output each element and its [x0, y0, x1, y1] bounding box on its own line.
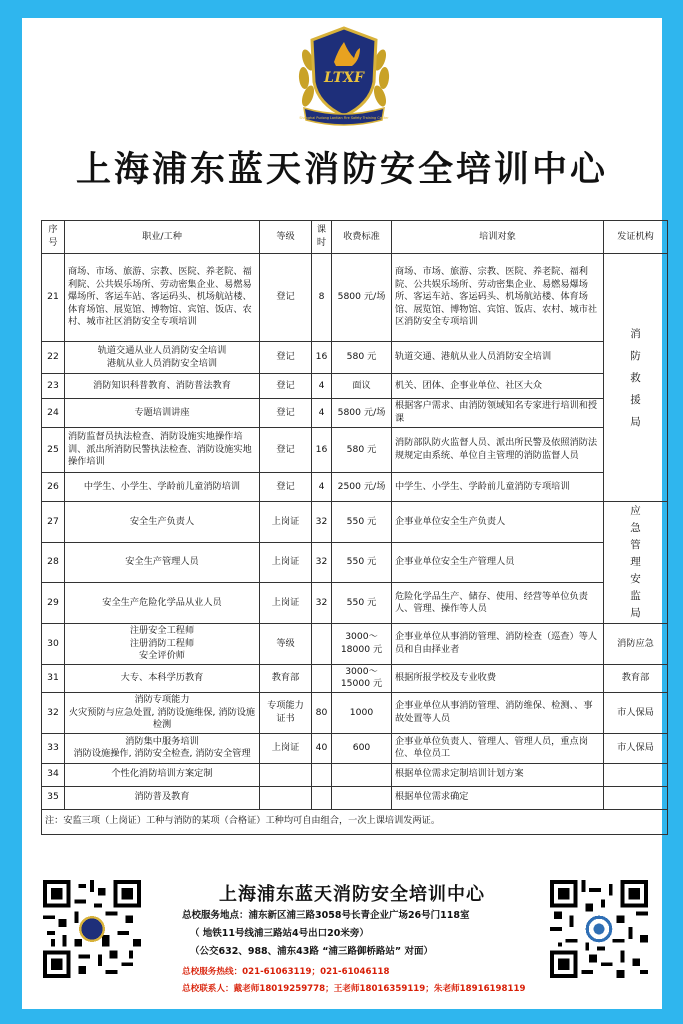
- issuer-empty: [604, 786, 668, 809]
- table-row: [42, 624, 668, 665]
- row-no: 33: [42, 733, 65, 763]
- row-fee: 面议: [332, 374, 392, 399]
- header-level: 等级: [260, 221, 312, 254]
- table-row: [42, 763, 668, 786]
- row-target: 根据所报学校及专业收费: [392, 664, 604, 692]
- row-hours: [312, 786, 332, 809]
- row-level: 上岗证: [260, 733, 312, 763]
- row-hours: 40: [312, 733, 332, 763]
- table-row: [42, 583, 668, 624]
- row-no: 32: [42, 692, 65, 733]
- header-hours: 课时: [312, 221, 332, 254]
- row-job: 个性化消防培训方案定制: [65, 763, 260, 786]
- row-level: 上岗证: [260, 542, 312, 583]
- issuer-education: 教育部: [604, 664, 668, 692]
- row-hours: 4: [312, 473, 332, 502]
- row-job: 商场、市场、旅游、宗教、医院、养老院、福利院、公共娱乐场所、劳动密集企业、易燃易爆场所、客运车站、客运码头、机场航站楼、体育场馆、展览馆、博物馆、宾馆、饭店、农村、城市社区消防安全专项培训: [65, 254, 260, 342]
- row-hours: [312, 763, 332, 786]
- row-no: 30: [42, 624, 65, 665]
- row-job: 消防普及教育: [65, 786, 260, 809]
- qr-code-left[interactable]: [43, 880, 141, 978]
- row-target: 危险化学品生产、储存、使用、经营等单位负责人、管理、操作等人员: [392, 583, 604, 624]
- row-hours: 32: [312, 502, 332, 543]
- ltxf-logo: [290, 20, 398, 132]
- row-level: 教育部: [260, 664, 312, 692]
- table-row: [42, 733, 668, 763]
- header-fee: 收费标准: [332, 221, 392, 254]
- row-fee: 1000: [332, 692, 392, 733]
- course-table: [41, 220, 668, 835]
- row-job: 消防监督员执法检查、消防设施实地操作培训、派出所消防民警执法检查、消防设施实地操作培训: [65, 428, 260, 473]
- footer-hotline: 总校服务热线：021-61063119；021-61046118: [182, 967, 390, 977]
- table-row: [42, 664, 668, 692]
- row-hours: 32: [312, 542, 332, 583]
- row-target: 根据客户需求、由消防领域知名专家进行培训和授课: [392, 399, 604, 428]
- row-no: 28: [42, 542, 65, 583]
- row-hours: 16: [312, 428, 332, 473]
- row-hours: 4: [312, 374, 332, 399]
- row-job: 消防知识科普教育、消防普法教育: [65, 374, 260, 399]
- issuer-fire: [604, 254, 668, 502]
- row-no: 27: [42, 502, 65, 543]
- row-target: 企事业单位从事消防管理、消防维保、检测、、事故处置等人员: [392, 692, 604, 733]
- row-fee: [332, 763, 392, 786]
- logo-text: LTXF: [324, 70, 364, 86]
- row-level: 专项能力证书: [260, 692, 312, 733]
- row-level: 登记: [260, 428, 312, 473]
- row-fee: 550 元: [332, 542, 392, 583]
- header-issuer: 发证机构: [604, 221, 668, 254]
- issuer-fire-label: 消防救援局: [630, 327, 641, 428]
- row-no: 21: [42, 254, 65, 342]
- row-target: 根据单位需求确定: [392, 786, 604, 809]
- row-target: 根据单位需求定制培训计划方案: [392, 763, 604, 786]
- header-no: 序号: [42, 221, 65, 254]
- row-level: 登记: [260, 374, 312, 399]
- row-fee: 600: [332, 733, 392, 763]
- footer-bus: （公交632、988、浦东43路 “浦三路御桥路站” 对面）: [190, 946, 433, 957]
- issuer-empty: [604, 763, 668, 786]
- row-fee: 5800 元/场: [332, 399, 392, 428]
- row-level: 上岗证: [260, 502, 312, 543]
- row-fee: 580 元: [332, 342, 392, 374]
- row-job: 消防专项能力 火灾预防与应急处置, 消防设施维保, 消防设施检测: [65, 692, 260, 733]
- table-row: [42, 692, 668, 733]
- row-job: 安全生产负责人: [65, 502, 260, 543]
- row-level: 登记: [260, 254, 312, 342]
- issuer-fire-emergency: 消防应急: [604, 624, 668, 665]
- row-fee: 550 元: [332, 502, 392, 543]
- row-job: 安全生产危险化学品从业人员: [65, 583, 260, 624]
- row-fee: [332, 786, 392, 809]
- row-fee: 580 元: [332, 428, 392, 473]
- row-level: 登记: [260, 399, 312, 428]
- row-hours: 80: [312, 692, 332, 733]
- issuer-emergency: [604, 502, 668, 624]
- row-target: 机关、团体、企事业单位、社区大众: [392, 374, 604, 399]
- table-row: [42, 428, 668, 473]
- row-no: 25: [42, 428, 65, 473]
- qr-code-right[interactable]: [550, 880, 648, 978]
- page-title: 上海浦东蓝天消防安全培训中心: [75, 149, 608, 190]
- table-row: [42, 542, 668, 583]
- row-target: 企事业单位安全生产管理人员: [392, 542, 604, 583]
- row-hours: 8: [312, 254, 332, 342]
- row-job: 专题培训讲座: [65, 399, 260, 428]
- row-no: 26: [42, 473, 65, 502]
- header-target: 培训对象: [392, 221, 604, 254]
- row-no: 23: [42, 374, 65, 399]
- footer-title: 上海浦东蓝天消防安全培训中心: [219, 884, 485, 905]
- row-fee: 2500 元/场: [332, 473, 392, 502]
- row-job: 轨道交通从业人员消防安全培训 港航从业人员消防安全培训: [65, 342, 260, 374]
- row-no: 34: [42, 763, 65, 786]
- poster: [22, 18, 662, 1009]
- row-no: 35: [42, 786, 65, 809]
- row-fee: 550 元: [332, 583, 392, 624]
- table-row: [42, 399, 668, 428]
- table-row: [42, 502, 668, 543]
- row-hours: 32: [312, 583, 332, 624]
- issuer-hr-1: 市人保局: [604, 692, 668, 733]
- header-job: 职业/工种: [65, 221, 260, 254]
- row-job: 安全生产管理人员: [65, 542, 260, 583]
- issuer-hr-2: 市人保局: [604, 733, 668, 763]
- table-header-row: [42, 221, 668, 254]
- row-fee: 5800 元/场: [332, 254, 392, 342]
- row-level: 等级: [260, 624, 312, 665]
- row-fee: 3000～ 15000 元: [332, 664, 392, 692]
- row-target: 商场、市场、旅游、宗教、医院、养老院、福利院、公共娱乐场所、劳动密集企业、易燃易爆场所、客运车站、客运码头、机场航站楼、体育场馆、展览馆、博物馆、宾馆、饭店、农村、城市社区消防安全专项培训: [392, 254, 604, 342]
- footer-contacts: 总校联系人：戴老师18019259778；王老师18016359119；朱老师18916198119: [182, 984, 526, 994]
- table-note: 注：安监三项（上岗证）工种与消防的某项（合格证）工种均可自由组合，一次上课培训发两证。: [42, 809, 668, 834]
- row-level: 登记: [260, 342, 312, 374]
- row-hours: [312, 664, 332, 692]
- note-row: [42, 809, 668, 834]
- row-no: 24: [42, 399, 65, 428]
- row-no: 29: [42, 583, 65, 624]
- row-hours: 4: [312, 399, 332, 428]
- table-row: [42, 342, 668, 374]
- row-fee: 3000～ 18000 元: [332, 624, 392, 665]
- row-target: 企事业单位安全生产负责人: [392, 502, 604, 543]
- row-level: [260, 763, 312, 786]
- footer-address: 总校服务地点：浦东新区浦三路3058号长青企业广场26号门118室: [182, 910, 470, 921]
- row-hours: [312, 624, 332, 665]
- row-no: 31: [42, 664, 65, 692]
- row-target: 消防部队防火监督人员、派出所民警及依照消防法规规定由系统、单位自主管理的消防监督人员: [392, 428, 604, 473]
- row-target: 企事业单位从事消防管理、消防检查（巡查）等人员和自由择业者: [392, 624, 604, 665]
- table-row: [42, 473, 668, 502]
- issuer-emergency-label: 应急管理安监局: [630, 505, 641, 619]
- row-level: [260, 786, 312, 809]
- row-no: 22: [42, 342, 65, 374]
- row-job: 大专、本科学历教育: [65, 664, 260, 692]
- row-target: 轨道交通、港航从业人员消防安全培训: [392, 342, 604, 374]
- logo-subtitle: Shanghai Pudong Lantian Fire Safety Training Center: [299, 116, 389, 120]
- row-level: 上岗证: [260, 583, 312, 624]
- row-level: 登记: [260, 473, 312, 502]
- table-row: [42, 374, 668, 399]
- row-target: 中学生、小学生、学龄前儿童消防专项培训: [392, 473, 604, 502]
- row-target: 企事业单位负责人、管理人、管理人员，重点岗位、单位员工: [392, 733, 604, 763]
- row-job: 消防集中服务培训 消防设施操作, 消防安全检查, 消防安全管理: [65, 733, 260, 763]
- row-job: 注册安全工程师 注册消防工程师 安全评价师: [65, 624, 260, 665]
- row-job: 中学生、小学生、学龄前儿童消防培训: [65, 473, 260, 502]
- footer-metro: （ 地铁11号线浦三路站4号出口20米旁）: [190, 928, 369, 939]
- table-row: [42, 254, 668, 342]
- table-row: [42, 786, 668, 809]
- row-hours: 16: [312, 342, 332, 374]
